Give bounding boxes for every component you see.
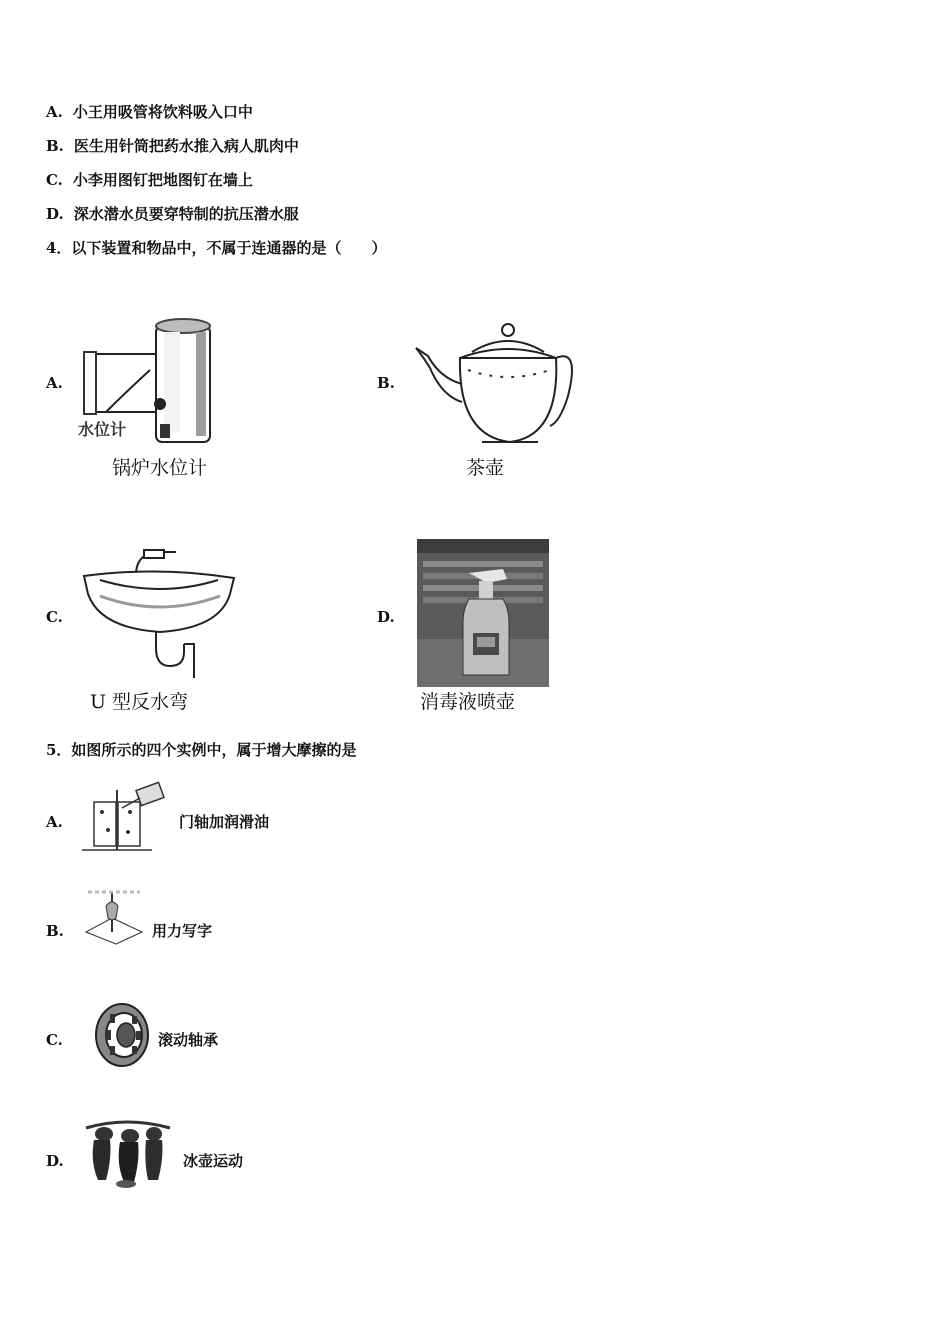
q3-option-d — [46, 204, 299, 224]
rolling-bearing-figure — [92, 1002, 152, 1068]
q4-option-d-label: D. — [377, 608, 395, 626]
q4-option-d-caption: 消毒液喷壶 — [420, 691, 516, 713]
q3-option-a-text: 小王用吸管将饮料吸入口中 — [72, 103, 253, 121]
teapot-figure — [410, 318, 575, 448]
q4-option-c-caption: U 型反水弯 — [90, 691, 189, 713]
q5-option-c-text: 滚动轴承 — [158, 1031, 219, 1049]
q4-option-a-caption: 锅炉水位计 — [112, 457, 208, 479]
q3-option-a-label: A. — [46, 103, 63, 121]
writing-figure — [82, 888, 147, 946]
q5-option-b-text: 用力写字 — [152, 922, 213, 940]
boiler-gauge-inner-label: 水位计 — [78, 420, 127, 439]
q3-option-b — [46, 136, 299, 156]
door-hinge-figure — [82, 780, 172, 850]
q4-stem: 4．以下装置和物品中，不属于连通器的是（ ） — [46, 239, 387, 257]
q5-option-a-text: 门轴加润滑油 — [179, 813, 270, 831]
q3-option-d-label: D. — [46, 205, 64, 223]
q5-option-b-label: B. — [46, 922, 64, 940]
q3-option-a — [46, 102, 253, 122]
q3-option-b-text: 医生用针筒把药水推入病人肌肉中 — [73, 137, 299, 155]
q5-option-c-label: C. — [46, 1031, 63, 1049]
q4-option-b-label: B. — [377, 374, 395, 392]
q3-option-b-label: B. — [46, 137, 64, 155]
q3-option-c — [46, 170, 253, 190]
q3-option-c-label: C. — [46, 171, 63, 189]
q5-option-a-label: A. — [46, 813, 63, 831]
q5-option-d-text: 冰壶运动 — [183, 1152, 244, 1170]
q3-option-d-text: 深水潜水员要穿特制的抗压潜水服 — [73, 205, 299, 223]
curling-figure — [82, 1118, 172, 1190]
spray-bottle-figure — [417, 539, 549, 687]
q4-option-c-label: C. — [46, 608, 63, 626]
q5-stem: 5．如图所示的四个实例中，属于增大摩擦的是 — [46, 741, 357, 759]
u-trap-sink-figure — [80, 548, 240, 680]
q3-option-c-text: 小李用图钉把地图钉在墙上 — [72, 171, 253, 189]
q4-option-b-caption: 茶壶 — [466, 457, 505, 479]
q5-option-d-label: D. — [46, 1152, 64, 1170]
q4-option-a-label: A. — [46, 374, 63, 392]
